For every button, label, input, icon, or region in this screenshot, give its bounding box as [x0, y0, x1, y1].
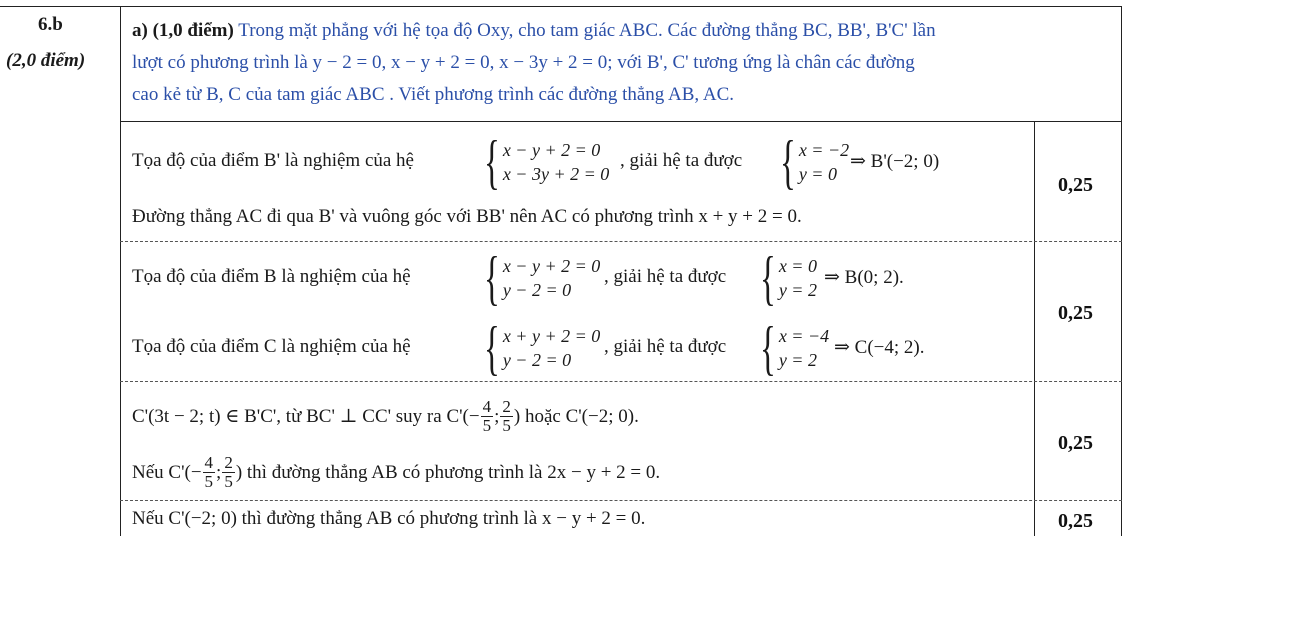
fraction-denominator: 5: [482, 416, 492, 435]
prompt-text-1: Trong mặt phẳng với hệ tọa độ Oxy, cho tam giác ABC. Các đường thẳng BC, BB', B'C' lần: [238, 20, 936, 41]
fraction-denominator: 5: [204, 472, 214, 491]
row2-text-b-c: ⇒ B(0; 2).: [824, 267, 904, 288]
row-divider-1: [120, 241, 1122, 242]
brace-icon: {: [760, 245, 776, 311]
row3-text-b: ) hoặc C'(−2; 0).: [513, 405, 639, 427]
row1-text-b: , giải hệ ta được: [620, 150, 743, 171]
row2-system-c2: [760, 315, 830, 381]
brace-icon: {: [760, 315, 776, 381]
equation: x = 0: [778, 256, 817, 276]
row-divider-3: [120, 500, 1122, 501]
row1-system-2-eqs: [799, 138, 849, 186]
row3-text-c: Nếu C'(−: [132, 461, 202, 483]
part-label: a) (1,0 điểm): [132, 20, 234, 41]
row4-score: 0,25: [1058, 510, 1093, 532]
equation: y − 2 = 0: [502, 280, 572, 300]
fraction: [203, 454, 216, 491]
row4-text: Nếu C'(−2; 0) thì đường thẳng AB có phương trình là x − y + 2 = 0.: [132, 508, 646, 529]
fraction: [222, 454, 235, 491]
equation: y − 2 = 0: [502, 350, 572, 370]
fraction-numerator: 2: [224, 453, 233, 472]
table-right-border: [1121, 6, 1122, 536]
row2-system-c1: [484, 315, 601, 381]
row2-system-b2: [760, 245, 817, 311]
row3-text-a: C'(3t − 2; t) ∈ B'C', từ BC' ⊥ CC' suy ra C'(−: [132, 406, 480, 427]
header-bottom-border: [120, 121, 1122, 122]
row2-system-b2-eqs: [779, 254, 817, 302]
row3-score: 0,25: [1058, 432, 1093, 454]
row3-text-d: ) thì đường thẳng AB có phương trình là 2x − y + 2 = 0.: [235, 461, 661, 483]
question-number: 6.b: [38, 14, 63, 35]
row1-system-1-eqs: [503, 138, 609, 186]
row1-text-a: Tọa độ của điểm B' là nghiệm của hệ: [132, 150, 414, 171]
row1-system-2: [780, 129, 850, 195]
row1-text-2: Đường thẳng AC đi qua B' và vuông góc với BB' nên AC có phương trình x + y + 2 = 0.: [132, 206, 802, 227]
row2-score: 0,25: [1058, 302, 1093, 324]
equation: x − y + 2 = 0: [502, 140, 601, 160]
fraction-denominator: 5: [224, 472, 233, 491]
row-divider-2: [120, 381, 1122, 382]
row2-system-b1: [484, 245, 601, 311]
fraction-numerator: 4: [482, 397, 492, 416]
row3-line-2: [132, 454, 660, 491]
brace-icon: {: [484, 245, 500, 311]
row1-system-1: [484, 129, 610, 195]
table-top-border: [0, 6, 1122, 7]
equation: x − 3y + 2 = 0: [502, 164, 610, 184]
row2-text-c-b: , giải hệ ta được: [604, 336, 727, 357]
equation: y = 2: [778, 280, 817, 300]
row2-text-c-a: Tọa độ của điểm C là nghiệm của hệ: [132, 336, 411, 357]
question-points-text: (2,0 điểm): [6, 50, 86, 71]
row2-text-c-c: ⇒ C(−4; 2).: [834, 337, 925, 358]
brace-icon: {: [780, 129, 796, 195]
row2-text-b-a: Tọa độ của điểm B là nghiệm của hệ: [132, 266, 411, 287]
question-points: [6, 50, 85, 72]
prompt-line-1: [132, 20, 936, 42]
brace-icon: {: [484, 129, 500, 195]
fraction-numerator: 4: [204, 453, 214, 472]
separator: ;: [494, 405, 500, 427]
score-column-divider: [1034, 121, 1035, 536]
row2-text-b-b: , giải hệ ta được: [604, 266, 727, 287]
equation: x − y + 2 = 0: [502, 256, 601, 276]
prompt-line-2: lượt có phương trình là y − 2 = 0, x − y + 2 = 0, x − 3y + 2 = 0; với B', C' tương ứng là chân các đường: [132, 52, 915, 73]
row2-system-b1-eqs: [503, 254, 600, 302]
column-divider-left: [120, 6, 121, 536]
fraction: [481, 398, 494, 435]
brace-icon: {: [484, 315, 500, 381]
row1-score: 0,25: [1058, 174, 1093, 196]
fraction-denominator: 5: [502, 416, 511, 435]
equation: x = −4: [778, 326, 830, 346]
fraction: [500, 398, 513, 435]
separator: ;: [216, 461, 222, 483]
equation: x = −2: [798, 140, 850, 160]
equation: y = 0: [798, 164, 837, 184]
row2-system-c1-eqs: [503, 324, 600, 372]
equation: y = 2: [778, 350, 817, 370]
equation: x + y + 2 = 0: [502, 326, 601, 346]
row3-line-1: [132, 398, 639, 435]
row2-system-c2-eqs: [779, 324, 829, 372]
prompt-line-3: cao kẻ từ B, C của tam giác ABC . Viết phương trình các đường thẳng AB, AC.: [132, 84, 734, 105]
fraction-numerator: 2: [502, 397, 511, 416]
row1-text-c: ⇒ B'(−2; 0): [850, 151, 940, 172]
